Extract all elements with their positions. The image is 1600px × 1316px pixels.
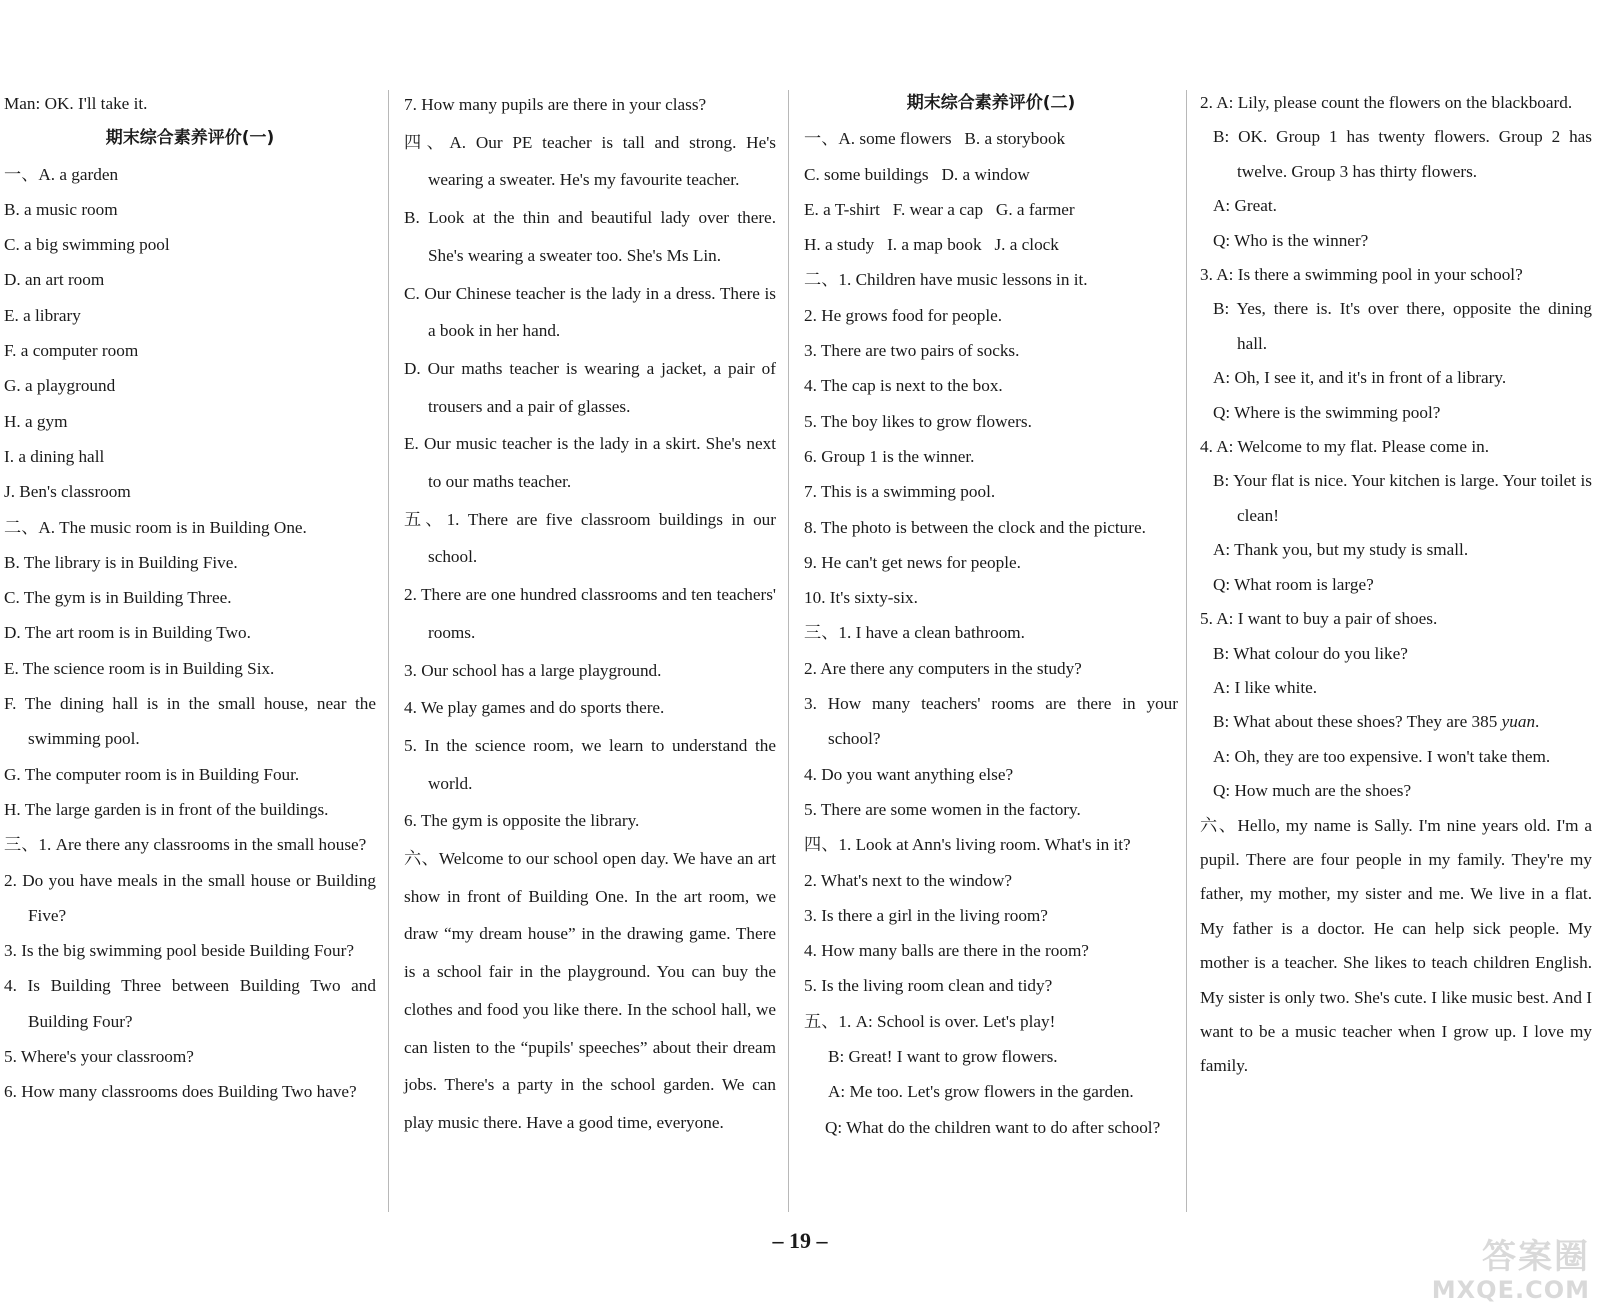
text-line: H. a study I. a map book J. a clock [804,235,1059,255]
text-line: Q: Who is the winner? [1213,230,1369,250]
text-line [1200,705,1592,739]
text-line: 6. The gym is opposite the library. [404,811,640,831]
text-line: 五、1. There are five classroom buildings in our school. [404,509,776,567]
answer-column-4 [1200,86,1592,1084]
text-line: 5. There are some women in the factory. [804,799,1081,819]
text-line: 3. How many teachers' rooms are there in your school? [804,694,1178,749]
text-line: Man: OK. I'll take it. [4,94,148,113]
answer-column-3 [804,86,1178,1145]
watermark-text: 答案圈 [1482,1237,1590,1277]
text-fragment: B: What about these shoes? They are 385 [1213,712,1498,732]
text-line: 2. He grows food for people. [804,305,1003,325]
text-line: 五、1. A: School is over. Let's play! [804,1011,1056,1031]
text-line: Q: Where is the swimming pool? [1213,402,1441,422]
text-line: I. a dining hall [4,446,105,466]
text-line: 3. There are two pairs of socks. [804,341,1020,361]
passage: 六、Welcome to our school open day. We have an art show in front of Building One. In the art room, we draw “my dream house” in the drawing game. There is a school fair in the playground. You can buy the clothes and food you like there. In the school hall, we can listen to the “pupils' speeches” about their dream jobs. There's a party in the school garden. We can play music there. Have a good time, everyone. [404,849,776,1132]
column-divider [788,90,789,1212]
text-line: Q: What room is large? [1213,574,1374,594]
text-line: G. The computer room is in Building Four. [4,764,300,784]
text-line: B: Your flat is nice. Your kitchen is large. Your toilet is clean! [1213,471,1592,525]
passage: 六、Hello, my name is Sally. I'm nine years old. I'm a pupil. There are four people in my family. They're my father, my mother, my sister and me. We live in a flat. My father is a doctor. He can help sick people. My mother is a teacher. She likes to teach children English. My sister is only two. She's cute. I like music best. And I want to be a music teacher when I grow up. I love my family. [1200,815,1592,1076]
text-line: Q: How much are the shoes? [1213,781,1412,801]
text-line: 4. The cap is next to the box. [804,376,1003,396]
text-line: 5. Where's your classroom? [4,1047,194,1067]
text-line: 2. What's next to the window? [804,870,1013,890]
text-line: E. a T-shirt F. wear a cap G. a farmer [804,199,1075,219]
text-line: 2. Are there any computers in the study? [804,658,1082,678]
text-line: 4. Do you want anything else? [804,764,1014,784]
answer-column-1 [4,86,376,1110]
text-line: F. The dining hall is in the small house, near the swimming pool. [4,694,376,749]
text-line: C. some buildings D. a window [804,164,1030,184]
text-line: H. a gym [4,411,68,431]
text-line: D. Our maths teacher is wearing a jacket, a pair of trousers and a pair of glasses. [404,358,776,416]
text-line: 5. In the science room, we learn to understand the world. [404,735,776,793]
text-line: 3. Is there a girl in the living room? [804,905,1048,925]
text-line: 4. A: Welcome to my flat. Please come in. [1200,437,1489,457]
text-line: B: OK. Group 1 has twenty flowers. Group 2 has twelve. Group 3 has thirty flowers. [1213,127,1592,181]
text-fragment: . [1535,712,1540,732]
text-line: C. The gym is in Building Three. [4,588,232,608]
text-line: 一、A. a garden [4,164,119,184]
text-line: E. Our music teacher is the lady in a skirt. She's next to our maths teacher. [404,434,776,492]
text-line: 9. He can't get news for people. [804,552,1021,572]
text-line: 6. How many classrooms does Building Two have? [4,1082,357,1102]
text-line: F. a computer room [4,341,139,361]
text-line: A: Thank you, but my study is small. [1213,540,1469,560]
text-line: E. a library [4,305,81,325]
text-line: 四、A. Our PE teacher is tall and strong. He's wearing a sweater. He's my favourite teacher. [404,132,776,190]
text-line: C. a big swimming pool [4,235,170,255]
text-line: 二、1. Children have music lessons in it. [804,270,1088,290]
section-title: 期末综合素养评价(二) [906,93,1076,113]
text-line: 2. There are one hundred classrooms and ten teachers' rooms. [404,585,776,642]
text-line: G. a playground [4,376,116,396]
text-line: A: Great. [1213,196,1277,216]
text-line: H. The large garden is in front of the buildings. [4,799,329,819]
text-line: 三、1. I have a clean bathroom. [804,623,1025,643]
section-title: 期末综合素养评价(一) [105,128,275,149]
text-line: 7. This is a swimming pool. [804,482,996,502]
watermark-url: MXQE.COM [1431,1276,1590,1304]
text-line: B. Look at the thin and beautiful lady over there. She's wearing a sweater too. She's Ms Lin. [404,208,776,265]
column-divider [388,90,389,1212]
text-line: B: What colour do you like? [1213,643,1408,663]
text-line: A: Oh, they are too expensive. I won't take them. [1213,746,1551,766]
text-line: B: Yes, there is. It's over there, opposite the dining hall. [1213,299,1592,353]
text-line: 5. Is the living room clean and tidy? [804,976,1053,996]
text-line: 2. Do you have meals in the small house or Building Five? [4,870,376,925]
text-line: 6. Group 1 is the winner. [804,446,975,466]
text-line: 4. We play games and do sports there. [404,698,665,718]
column-divider [1186,90,1187,1212]
text-line: D. an art room [4,270,105,290]
text-line: 5. A: I want to buy a pair of shoes. [1200,609,1438,629]
text-line: A: Oh, I see it, and it's in front of a library. [1213,368,1507,388]
text-line: Q: What do the children want to do after school? [825,1117,1161,1137]
text-line: B. a music room [4,199,118,219]
text-line: B. The library is in Building Five. [4,552,238,572]
text-line: 3. Our school has a large playground. [404,660,662,680]
text-line: 3. A: Is there a swimming pool in your school? [1200,265,1523,285]
text-line: A: Me too. Let's grow flowers in the garden. [828,1082,1134,1102]
text-line: 8. The photo is between the clock and the picture. [804,517,1146,537]
text-line: C. Our Chinese teacher is the lady in a dress. There is a book in her hand. [404,283,776,341]
text-line: 10. It's sixty-six. [804,588,918,608]
currency-word: yuan [1501,712,1536,732]
answer-column-2 [404,86,776,1142]
text-line: A: I like white. [1213,677,1318,697]
text-line: 三、1. Are there any classrooms in the small house? [4,835,367,855]
text-line: 4. Is Building Three between Building Two and Building Four? [4,976,376,1031]
text-line: 7. How many pupils are there in your class? [404,95,707,114]
text-line: 四、1. Look at Ann's living room. What's in it? [804,835,1131,855]
text-line: 4. How many balls are there in the room? [804,941,1089,961]
text-line: 二、A. The music room is in Building One. [4,517,307,537]
watermark-logo [1400,1238,1590,1310]
page-number: – 19 – [772,1228,828,1253]
text-line: B: Great! I want to grow flowers. [828,1047,1058,1067]
text-line: 5. The boy likes to grow flowers. [804,411,1032,431]
text-line: J. Ben's classroom [4,482,131,502]
text-line: 3. Is the big swimming pool beside Building Four? [4,941,354,961]
text-line: 2. A: Lily, please count the flowers on the blackboard. [1200,93,1573,112]
text-line: 一、A. some flowers B. a storybook [804,129,1066,149]
text-line: E. The science room is in Building Six. [4,658,275,678]
text-line: D. The art room is in Building Two. [4,623,251,643]
